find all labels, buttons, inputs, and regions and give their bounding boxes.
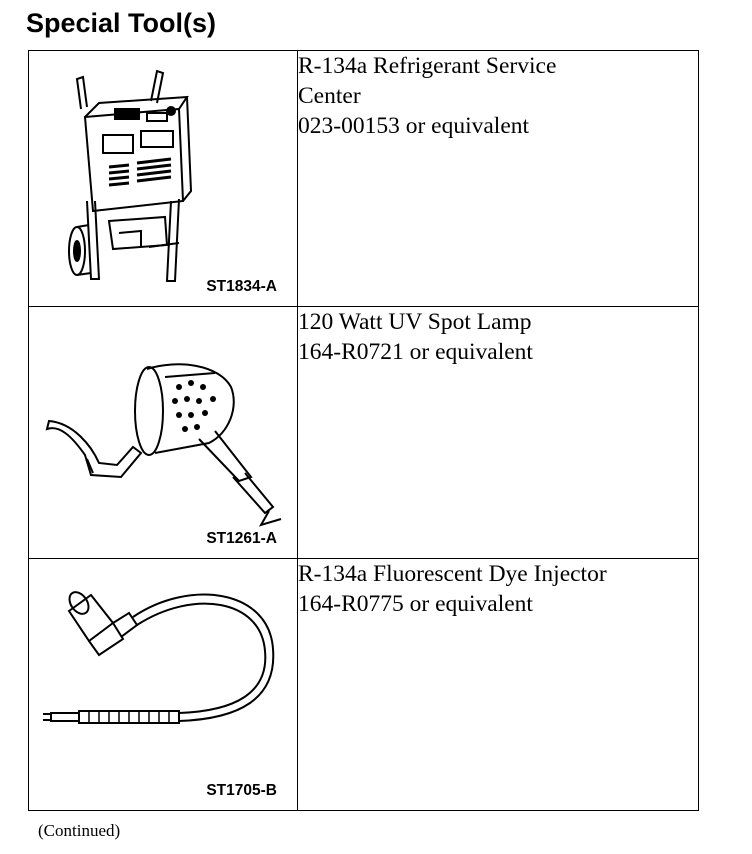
table-row	[29, 307, 699, 559]
tool-part-number: 023-00153 or equivalent	[298, 113, 530, 139]
tool-illustration-cell	[29, 559, 298, 811]
tool-illustration-cell	[29, 307, 298, 559]
tool-illustration-cell	[29, 51, 298, 307]
tool-name-line-1: R-134a Fluorescent Dye Injector	[298, 561, 607, 587]
illustration-code: ST1705-B	[206, 782, 277, 799]
tool-description-cell	[298, 559, 699, 811]
dye-injector-icon	[29, 559, 297, 811]
uv-spot-lamp-icon	[29, 307, 297, 559]
tool-description-cell	[298, 51, 699, 307]
tool-description-cell	[298, 307, 699, 559]
tool-name-line-2: Center	[298, 83, 361, 109]
illustration-code: ST1261-A	[206, 530, 277, 547]
tool-part-number: 164-R0721 or equivalent	[298, 339, 533, 365]
tool-name-line-1: R-134a Refrigerant Service	[298, 53, 557, 79]
table-row	[29, 559, 699, 811]
continued-note: (Continued)	[38, 821, 121, 840]
special-tools-table	[28, 50, 699, 811]
tool-part-number: 164-R0775 or equivalent	[298, 591, 533, 617]
page-title: Special Tool(s)	[26, 8, 217, 38]
tool-name-line-1: 120 Watt UV Spot Lamp	[298, 309, 532, 335]
illustration-code: ST1834-A	[206, 278, 277, 295]
refrigerant-service-center-icon	[29, 51, 297, 307]
table-row	[29, 51, 699, 307]
